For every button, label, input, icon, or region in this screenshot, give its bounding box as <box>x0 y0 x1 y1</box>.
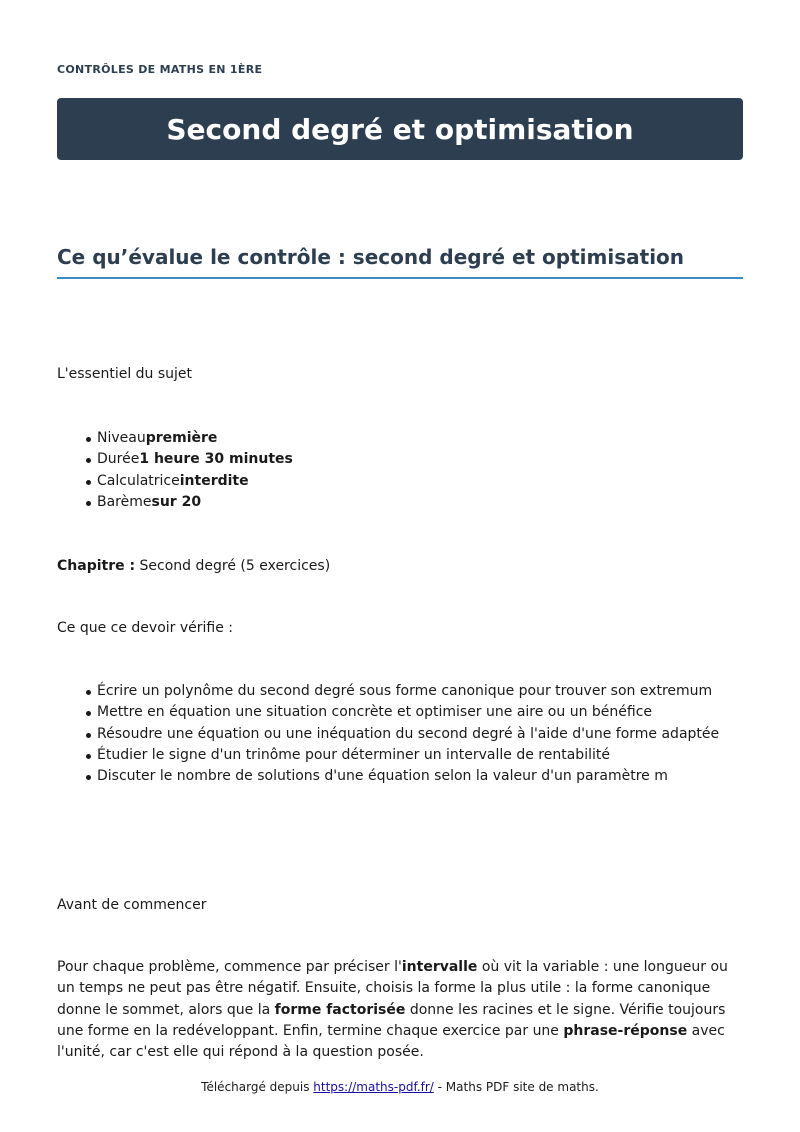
chapter-label: Chapitre : <box>57 558 136 574</box>
title-banner <box>57 98 743 160</box>
item-value: première <box>145 430 218 446</box>
list-item: Mettre en équation une situation concrète et optimiser une aire ou un bénéfice <box>97 702 719 723</box>
list-item <box>97 449 293 470</box>
item-value: sur 20 <box>151 493 202 510</box>
advice-heading: Avant de commencer <box>57 897 207 913</box>
footer-prefix: Téléchargé depuis <box>201 1080 314 1094</box>
list-item <box>97 492 293 513</box>
page-title: Second degré et optimisation <box>166 112 634 146</box>
essentials-heading: L'essentiel du sujet <box>57 366 193 382</box>
item-value: 1 heure 30 minutes <box>139 451 293 468</box>
chapter-value: Second degré (5 exercices) <box>135 558 331 574</box>
advice-text: où vit la variable : une longueur ou un temps ne peut pas être négatif. Ensuite, choisis la forme la plus utile : la forme canonique donne le sommet, alors que la <box>57 959 728 1018</box>
item-value: interdite <box>179 472 249 489</box>
item-label: Calculatrice <box>97 472 180 489</box>
advice-emphasis: intervalle <box>401 959 478 975</box>
footer-suffix: - Maths PDF site de maths. <box>433 1080 599 1094</box>
list-item: Écrire un polynôme du second degré sous forme canonique pour trouver son extremum <box>97 681 719 702</box>
list-item: Résoudre une équation ou une inéquation du second degré à l'aide d'une forme adaptée <box>97 724 719 745</box>
advice-text: avec l'unité, car c'est elle qui répond à la question posée. <box>57 1022 725 1061</box>
item-label: Barème <box>97 493 152 510</box>
skills-heading: Ce que ce devoir vérifie : <box>57 620 234 636</box>
essentials-list <box>97 428 293 513</box>
section-title: Ce qu’évalue le contrôle : second degré et optimisation <box>57 245 743 279</box>
advice-emphasis: forme factorisée <box>274 1001 406 1018</box>
list-item: Discuter le nombre de solutions d'une équation selon la valeur d'un paramètre m <box>97 766 719 787</box>
advice-text: Pour chaque problème, commence par préciser l' <box>57 959 402 975</box>
advice-emphasis: phrase-réponse <box>563 1022 688 1039</box>
page-kicker: CONTRÔLES DE MATHS EN 1ÈRE <box>57 63 263 76</box>
item-label: Niveau <box>97 430 146 446</box>
chapter-line <box>57 556 330 577</box>
footer <box>0 1080 800 1094</box>
list-item <box>97 471 293 492</box>
footer-link[interactable]: https://maths-pdf.fr/ <box>313 1080 434 1094</box>
list-item: Étudier le signe d'un trinôme pour déterminer un intervalle de rentabilité <box>97 745 719 766</box>
item-label: Durée <box>97 451 140 468</box>
advice-text: donne les racines et le signe. Vérifie toujours une forme en la redéveloppant. Enfin, termine chaque exercice par une <box>57 1001 726 1039</box>
list-item <box>97 428 293 449</box>
advice-paragraph <box>57 957 743 1063</box>
skills-list <box>97 681 719 787</box>
